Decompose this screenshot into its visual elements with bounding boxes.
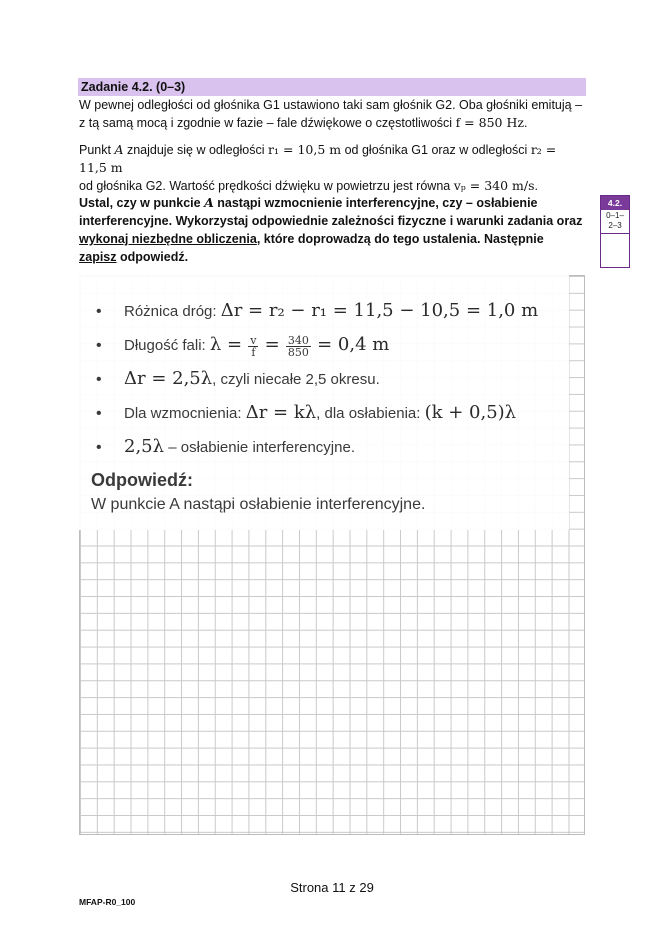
instr-text-b: nastąpi wzmocnienie interferencyjne, czy – osłabienie interferencyjne. Wykorzystaj odpowiednie zależności fizyczne i warunki zadania oraz — [79, 196, 583, 228]
bullet-ratio — [96, 366, 380, 392]
b2-lambda: λ = — [209, 334, 243, 355]
frac1-den: f — [251, 345, 256, 359]
b4-formula-2: (k + 0,5)λ — [424, 402, 517, 423]
b3-text: , czyli niecałe 2,5 okresu. — [212, 371, 380, 388]
instr-underline-1: wykonaj niezbędne obliczenia — [79, 232, 257, 246]
b4-label: Dla wzmocnienia: — [124, 405, 246, 422]
task-intro — [79, 96, 584, 132]
b5-text: – osłabienie interferencyjne. — [164, 439, 355, 456]
task-conditions — [79, 141, 584, 195]
task-header: Zadanie 4.2. (0–3) — [78, 78, 586, 96]
score-line-2: 2–3 — [608, 221, 622, 230]
frac1-num: v — [250, 333, 257, 347]
fraction-340-over-850 — [286, 335, 311, 358]
bullet-conditions — [96, 400, 516, 426]
bullet-dot-icon: • — [96, 371, 102, 388]
speed-value: vₚ = 340 m/s — [453, 178, 535, 193]
r2-value: r₂ = 11,5 m — [79, 142, 557, 175]
cond-text-c: od głośnika G1 oraz w odległości — [341, 143, 528, 157]
score-values — [601, 210, 629, 234]
document-code: MFAP-R0_100 — [79, 897, 136, 907]
cond-text-a: Punkt — [79, 143, 111, 157]
cond-text-d: od głośnika G2. Wartość prędkości dźwięku w powietrzu jest równa — [79, 179, 451, 193]
fraction-v-over-f — [248, 335, 258, 358]
instr-underline-2: zapisz — [79, 250, 117, 264]
b1-label: Różnica dróg: — [124, 303, 221, 320]
score-task-id: 4.2. — [601, 196, 629, 210]
b4-label-2: , dla osłabienia: — [316, 405, 425, 422]
instr-text-a: Ustal, czy w punkcie — [79, 196, 201, 210]
task-instruction — [79, 194, 584, 266]
bullet-conclusion — [96, 434, 355, 460]
cond-end: . — [534, 179, 538, 193]
page-number: Strona 11 z 29 — [290, 880, 374, 895]
bullet-dot-icon: • — [96, 405, 102, 422]
answer-title: Odpowiedź: — [91, 470, 193, 490]
intro-line-1: W pewnej odległości od głośnika G1 ustawiono taki sam głośnik G2. Oba głośniki emitują – — [79, 98, 583, 112]
bullet-wavelength — [96, 332, 389, 358]
cond-text-b: znajduje się w odległości — [123, 143, 265, 157]
score-line-1: 0–1– — [606, 211, 624, 220]
instr-text-d: odpowiedź. — [120, 250, 189, 264]
b1-formula: Δr = r₂ − r₁ = 11,5 − 10,5 = 1,0 m — [220, 300, 539, 321]
b4-formula-1: Δr = kλ — [245, 402, 317, 423]
b2-result: = 0,4 m — [317, 334, 390, 355]
b2-equals: = — [264, 334, 280, 355]
b3-formula: Δr = 2,5λ — [124, 368, 213, 389]
bullet-path-difference — [96, 298, 538, 324]
b2-label: Długość fali: — [124, 337, 210, 354]
bullet-dot-icon: • — [96, 439, 102, 456]
intro-line-2: z tą samą mocą i zgodnie w fazie – fale dźwiękowe o częstotliwości — [79, 116, 453, 130]
score-box — [600, 195, 630, 268]
b5-formula: 2,5λ — [124, 436, 165, 457]
frac2-num: 340 — [287, 333, 309, 347]
point-a-symbol: A — [114, 142, 124, 157]
frac2-den: 850 — [287, 345, 309, 359]
bullet-dot-icon: • — [96, 337, 102, 354]
instr-text-c: , które doprowadzą do tego ustalenia. Następnie — [256, 232, 544, 246]
frequency-value: f = 850 Hz — [455, 115, 524, 130]
r1-value: r₁ = 10,5 m — [268, 142, 342, 157]
instr-point-symbol: A — [204, 195, 214, 210]
bullet-dot-icon: • — [96, 303, 102, 320]
intro-end: . — [523, 116, 528, 130]
answer-text: W punkcie A nastąpi osłabienie interferencyjne. — [91, 496, 426, 513]
